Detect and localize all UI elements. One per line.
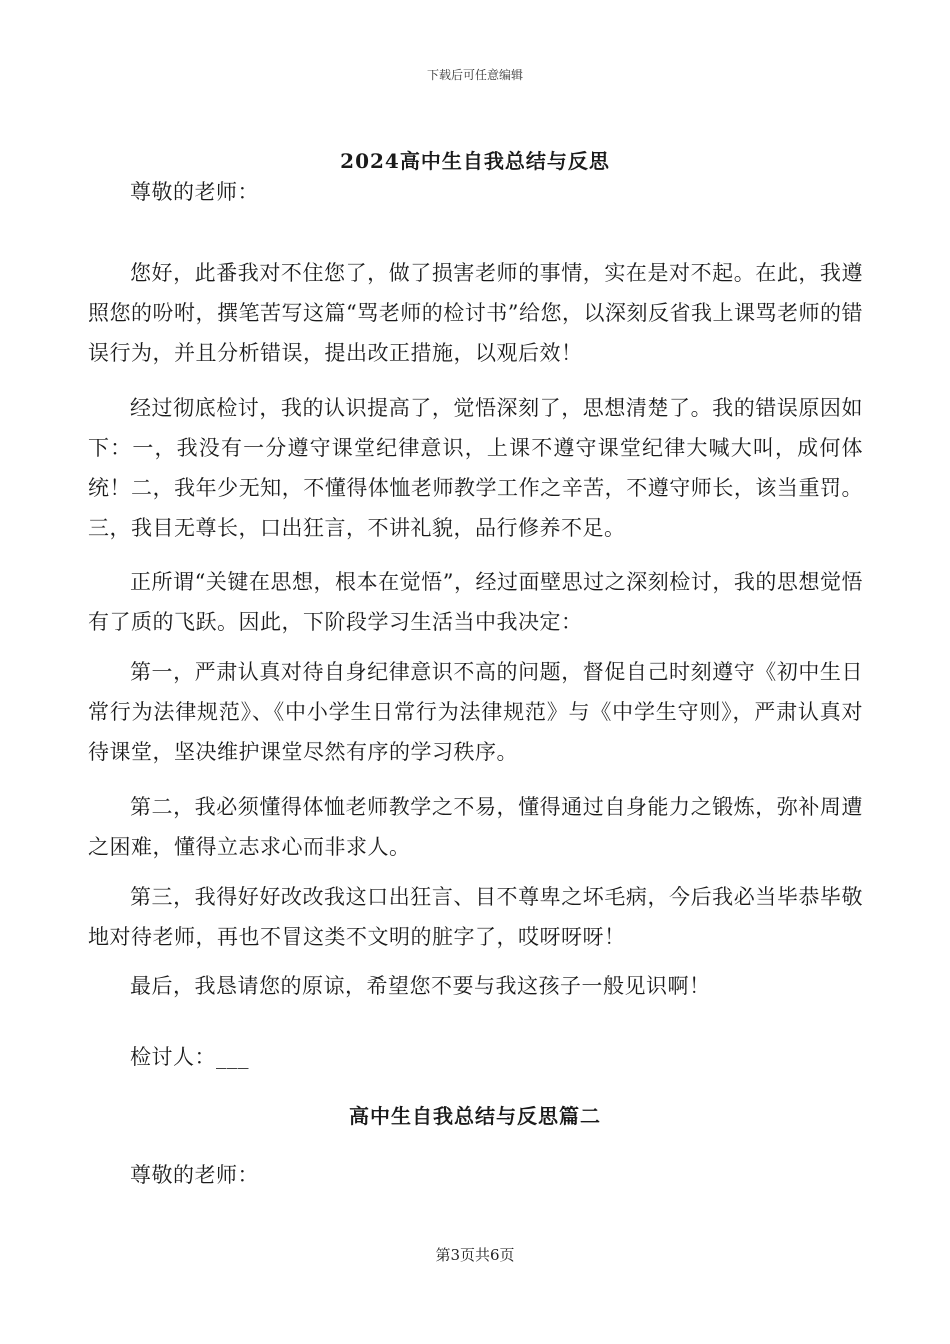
salutation: 尊敬的老师：: [130, 180, 259, 204]
page-footer: 第3页共6页: [435, 1246, 515, 1264]
signature-line: 检讨人：___: [130, 1045, 249, 1069]
paragraph-second: 第二，我必须懂得体恤老师教学之不易，懂得通过自身能力之锻炼，弥补周遭之困难，懂得立志求心而非求人。: [88, 795, 863, 859]
section-title-2: 高中生自我总结与反思篇二: [349, 1104, 601, 1128]
paragraph-apology: 您好，此番我对不住您了，做了损害老师的事情，实在是对不起。在此，我遵照您的吩咐，撰笔苦写这篇“骂老师的检讨书”给您，以深刻反省我上课骂老师的错误行为，并且分析错误，提出改正措施，以观后效！: [88, 261, 863, 365]
salutation-2: 尊敬的老师：: [130, 1163, 259, 1187]
paragraph-first: 第一，严肃认真对待自身纪律意识不高的问题，督促自己时刻遵守《初中生日常行为法律规范》、《中小学生日常行为法律规范》与《中学生守则》，严肃认真对待课堂，坚决维护课堂尽然有序的学习秩序。: [88, 660, 863, 764]
header-note: 下载后可任意编辑: [426, 68, 523, 82]
paragraph-reasons: 经过彻底检讨，我的认识提高了，觉悟深刻了，思想清楚了。我的错误原因如下：一，我没有一分遵守课堂纪律意识，上课不遵守课堂纪律大喊大叫，成何体统！二，我年少无知，不懂得体恤老师教学工作之辛苦，不遵守师长，该当重罚。三，我目无尊长，口出狂言，不讲礼貌，品行修养不足。: [88, 396, 863, 540]
document-title: 2024高中生自我总结与反思: [340, 149, 610, 173]
paragraph-decision: 正所谓“关键在思想，根本在觉悟”，经过面壁思过之深刻检讨，我的思想觉悟有了质的飞跃。因此，下阶段学习生活当中我决定：: [88, 570, 863, 634]
paragraph-final: 最后，我恳请您的原谅，希望您不要与我这孩子一般见识啊！: [130, 974, 711, 998]
paragraph-third: 第三，我得好好改改我这口出狂言、目不尊卑之坏毛病，今后我必当毕恭毕敬地对待老师，再也不冒这类不文明的脏字了，哎呀呀呀！: [88, 885, 863, 949]
